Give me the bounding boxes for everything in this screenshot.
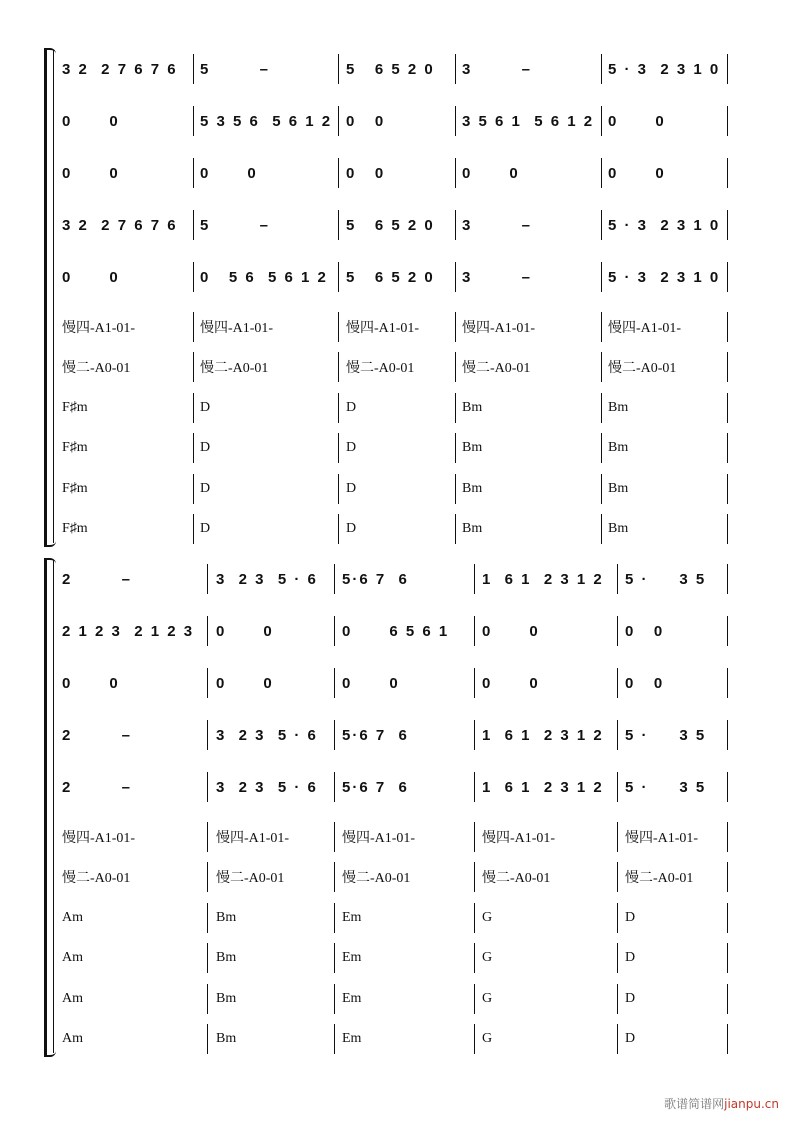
style-label: 慢四-A1-01- [342,831,416,846]
style-label: 慢二-A0-01 [482,871,551,886]
measure-notes: 3 – [462,268,533,286]
barline [617,984,618,1014]
staff-row [0,52,793,86]
chord-row [0,1022,793,1056]
barline [727,772,728,802]
barline [455,393,456,423]
watermark-site-name: 歌谱简谱网 [664,1097,725,1111]
measure-notes: 0 0 [625,674,665,692]
chord-symbol: Em [342,950,362,965]
barline [727,433,728,463]
barline [727,393,728,423]
style-label: 慢四-A1-01- [482,831,556,846]
barline [338,54,339,84]
barline [207,903,208,933]
barline [474,943,475,973]
barline [601,54,602,84]
chord-symbol: Am [62,950,83,965]
barline [334,984,335,1014]
barline [727,1024,728,1054]
measure-notes: 5 – [200,60,271,78]
barline [338,210,339,240]
barline [617,903,618,933]
style-label: 慢四-A1-01- [62,321,136,336]
measure-notes: 0 0 [482,674,540,692]
measure-notes: 5 6 5 2 0 [346,60,435,78]
chord-symbol: Bm [608,481,629,496]
measure-notes: 2 – [62,570,133,588]
style-label: 慢二-A0-01 [200,361,269,376]
barline [727,352,728,382]
measure-notes: 0 0 [62,268,120,286]
chord-symbol: Bm [216,950,237,965]
measure-notes: 5 3 5 6 5 6 1 2 [200,112,333,130]
chord-row [0,901,793,935]
measure-notes: 0 0 [62,674,120,692]
barline [193,352,194,382]
barline [474,564,475,594]
style-label: 慢四-A1-01- [200,321,274,336]
barline [474,720,475,750]
barline [334,1024,335,1054]
chord-row [0,941,793,975]
measure-notes: 2 – [62,726,133,744]
barline [334,772,335,802]
chord-symbol: Bm [216,991,237,1006]
barline [601,352,602,382]
barline [601,106,602,136]
barline [334,903,335,933]
measure-notes: 3 5 6 1 5 6 1 2 [462,112,595,130]
barline [727,943,728,973]
barline [727,564,728,594]
barline [617,822,618,852]
style-label-row [0,820,793,854]
barline [617,720,618,750]
staff-row [0,156,793,190]
barline [334,943,335,973]
measure-notes: 5 · 3 5 [625,570,707,588]
barline [727,720,728,750]
barline [334,822,335,852]
barline [334,862,335,892]
measure-notes: 1 6 1 2 3 1 2 [482,570,604,588]
style-label: 慢二-A0-01 [216,871,285,886]
barline [455,262,456,292]
barline [338,433,339,463]
chord-symbol: F♯m [62,481,88,496]
measure-notes: 5 · 3 2 3 1 0 [608,60,721,78]
measure-notes: 3 2 3 5 · 6 [216,570,318,588]
measure-notes: 5 · 3 2 3 1 0 [608,216,721,234]
measure-notes: 0 0 [608,164,666,182]
barline [601,210,602,240]
chord-row [0,472,793,506]
barline [474,772,475,802]
barline [601,158,602,188]
barline [617,943,618,973]
chord-symbol: D [625,1031,636,1046]
barline [338,514,339,544]
staff-row [0,770,793,804]
chord-row [0,391,793,425]
chord-symbol: D [346,440,357,455]
measure-notes: 5·6 7 6 [342,570,409,588]
barline [193,433,194,463]
barline [727,822,728,852]
measure-notes: 0 0 [625,622,665,640]
barline [334,616,335,646]
barline [338,158,339,188]
measure-notes: 0 0 [200,164,258,182]
chord-symbol: Em [342,910,362,925]
measure-notes: 5 – [200,216,271,234]
barline [193,474,194,504]
staff-row [0,666,793,700]
measure-notes: 0 0 [462,164,520,182]
barline [474,903,475,933]
barline [617,616,618,646]
barline [727,668,728,698]
chord-symbol: D [200,440,211,455]
style-label-row [0,310,793,344]
barline [617,1024,618,1054]
barline [474,1024,475,1054]
staff-row [0,104,793,138]
chord-symbol: D [346,521,357,536]
chord-row [0,982,793,1016]
barline [455,352,456,382]
barline [727,616,728,646]
barline [207,1024,208,1054]
measure-notes: 3 – [462,60,533,78]
barline [338,352,339,382]
measure-notes: 5 · 3 5 [625,726,707,744]
chord-row [0,431,793,465]
barline [334,720,335,750]
chord-symbol: D [346,481,357,496]
style-label: 慢二-A0-01 [608,361,677,376]
chord-symbol: D [200,521,211,536]
measure-notes: 0 0 [62,112,120,130]
barline [474,668,475,698]
barline [455,514,456,544]
chord-symbol: G [482,1031,493,1046]
chord-symbol: D [625,950,636,965]
style-label: 慢四-A1-01- [216,831,290,846]
staff-row [0,718,793,752]
barline [207,862,208,892]
style-label: 慢四-A1-01- [462,321,536,336]
staff-row [0,614,793,648]
measure-notes: 0 0 [346,164,386,182]
barline [727,312,728,342]
staff-row [0,562,793,596]
measure-notes: 5·6 7 6 [342,726,409,744]
barline [455,433,456,463]
measure-notes: 0 5 6 5 6 1 2 [200,268,328,286]
chord-symbol: G [482,991,493,1006]
measure-notes: 5 6 5 2 0 [346,216,435,234]
barline [474,984,475,1014]
measure-notes: 1 6 1 2 3 1 2 [482,726,604,744]
barline [338,312,339,342]
style-label-row [0,350,793,384]
style-label-row [0,860,793,894]
measure-notes: 3 2 3 5 · 6 [216,778,318,796]
style-label: 慢二-A0-01 [346,361,415,376]
staff-row [0,260,793,294]
chord-symbol: Bm [608,400,629,415]
barline [601,262,602,292]
barline [207,668,208,698]
barline [207,564,208,594]
measure-notes: 5·6 7 6 [342,778,409,796]
chord-symbol: Bm [216,1031,237,1046]
style-label: 慢二-A0-01 [625,871,694,886]
chord-symbol: D [200,481,211,496]
barline [193,106,194,136]
measure-notes: 3 2 3 5 · 6 [216,726,318,744]
barline [207,822,208,852]
barline [455,210,456,240]
barline [617,668,618,698]
chord-symbol: Am [62,991,83,1006]
barline [207,943,208,973]
barline [193,312,194,342]
measure-notes: 0 0 [216,622,274,640]
chord-symbol: D [346,400,357,415]
barline [474,862,475,892]
barline [334,564,335,594]
barline [207,984,208,1014]
measure-notes: 3 2 2 7 6 7 6 [62,60,178,78]
style-label: 慢二-A0-01 [62,871,131,886]
chord-symbol: Bm [608,521,629,536]
measure-notes: 5 · 3 2 3 1 0 [608,268,721,286]
barline [727,54,728,84]
barline [193,393,194,423]
barline [617,772,618,802]
barline [193,210,194,240]
chord-symbol: D [200,400,211,415]
chord-symbol: Em [342,1031,362,1046]
barline [474,822,475,852]
barline [207,720,208,750]
barline [727,474,728,504]
barline [727,903,728,933]
barline [727,210,728,240]
style-label: 慢二-A0-01 [342,871,411,886]
chord-symbol: G [482,910,493,925]
barline [338,474,339,504]
barline [727,158,728,188]
style-label: 慢二-A0-01 [62,361,131,376]
watermark-url: jianpu.cn [724,1097,779,1111]
measure-notes: 0 0 [216,674,274,692]
staff-row [0,208,793,242]
barline [617,862,618,892]
barline [727,862,728,892]
watermark [664,1095,779,1112]
measure-notes: 1 6 1 2 3 1 2 [482,778,604,796]
chord-symbol: Bm [462,481,483,496]
barline [727,262,728,292]
measure-notes: 2 – [62,778,133,796]
barline [193,262,194,292]
chord-symbol: F♯m [62,440,88,455]
barline [338,393,339,423]
style-label: 慢二-A0-01 [462,361,531,376]
chord-symbol: F♯m [62,521,88,536]
measure-notes: 5 6 5 2 0 [346,268,435,286]
measure-notes: 5 · 3 5 [625,778,707,796]
measure-notes: 3 – [462,216,533,234]
chord-symbol: Bm [462,440,483,455]
measure-notes: 0 0 [346,112,386,130]
chord-symbol: F♯m [62,400,88,415]
barline [193,514,194,544]
barline [455,158,456,188]
chord-symbol: D [625,991,636,1006]
barline [338,106,339,136]
barline [455,474,456,504]
barline [474,616,475,646]
barline [601,474,602,504]
barline [727,514,728,544]
style-label: 慢四-A1-01- [62,831,136,846]
barline [601,433,602,463]
barline [601,393,602,423]
barline [727,984,728,1014]
barline [338,262,339,292]
style-label: 慢四-A1-01- [625,831,699,846]
barline [455,54,456,84]
chord-symbol: Am [62,910,83,925]
measure-notes: 0 0 [62,164,120,182]
measure-notes: 2 1 2 3 2 1 2 3 [62,622,195,640]
barline [601,312,602,342]
chord-row [0,512,793,546]
barline [207,616,208,646]
chord-symbol: Bm [462,521,483,536]
barline [334,668,335,698]
chord-symbol: G [482,950,493,965]
barline [727,106,728,136]
barline [207,772,208,802]
style-label: 慢四-A1-01- [346,321,420,336]
chord-symbol: Bm [462,400,483,415]
barline [455,106,456,136]
barline [193,158,194,188]
measure-notes: 0 6 5 6 1 [342,622,450,640]
measure-notes: 3 2 2 7 6 7 6 [62,216,178,234]
chord-symbol: D [625,910,636,925]
chord-symbol: Am [62,1031,83,1046]
barline [455,312,456,342]
chord-symbol: Em [342,991,362,1006]
barline [601,514,602,544]
barline [617,564,618,594]
chord-symbol: Bm [608,440,629,455]
measure-notes: 0 0 [482,622,540,640]
barline [193,54,194,84]
measure-notes: 0 0 [608,112,666,130]
style-label: 慢四-A1-01- [608,321,682,336]
chord-symbol: Bm [216,910,237,925]
measure-notes: 0 0 [342,674,400,692]
